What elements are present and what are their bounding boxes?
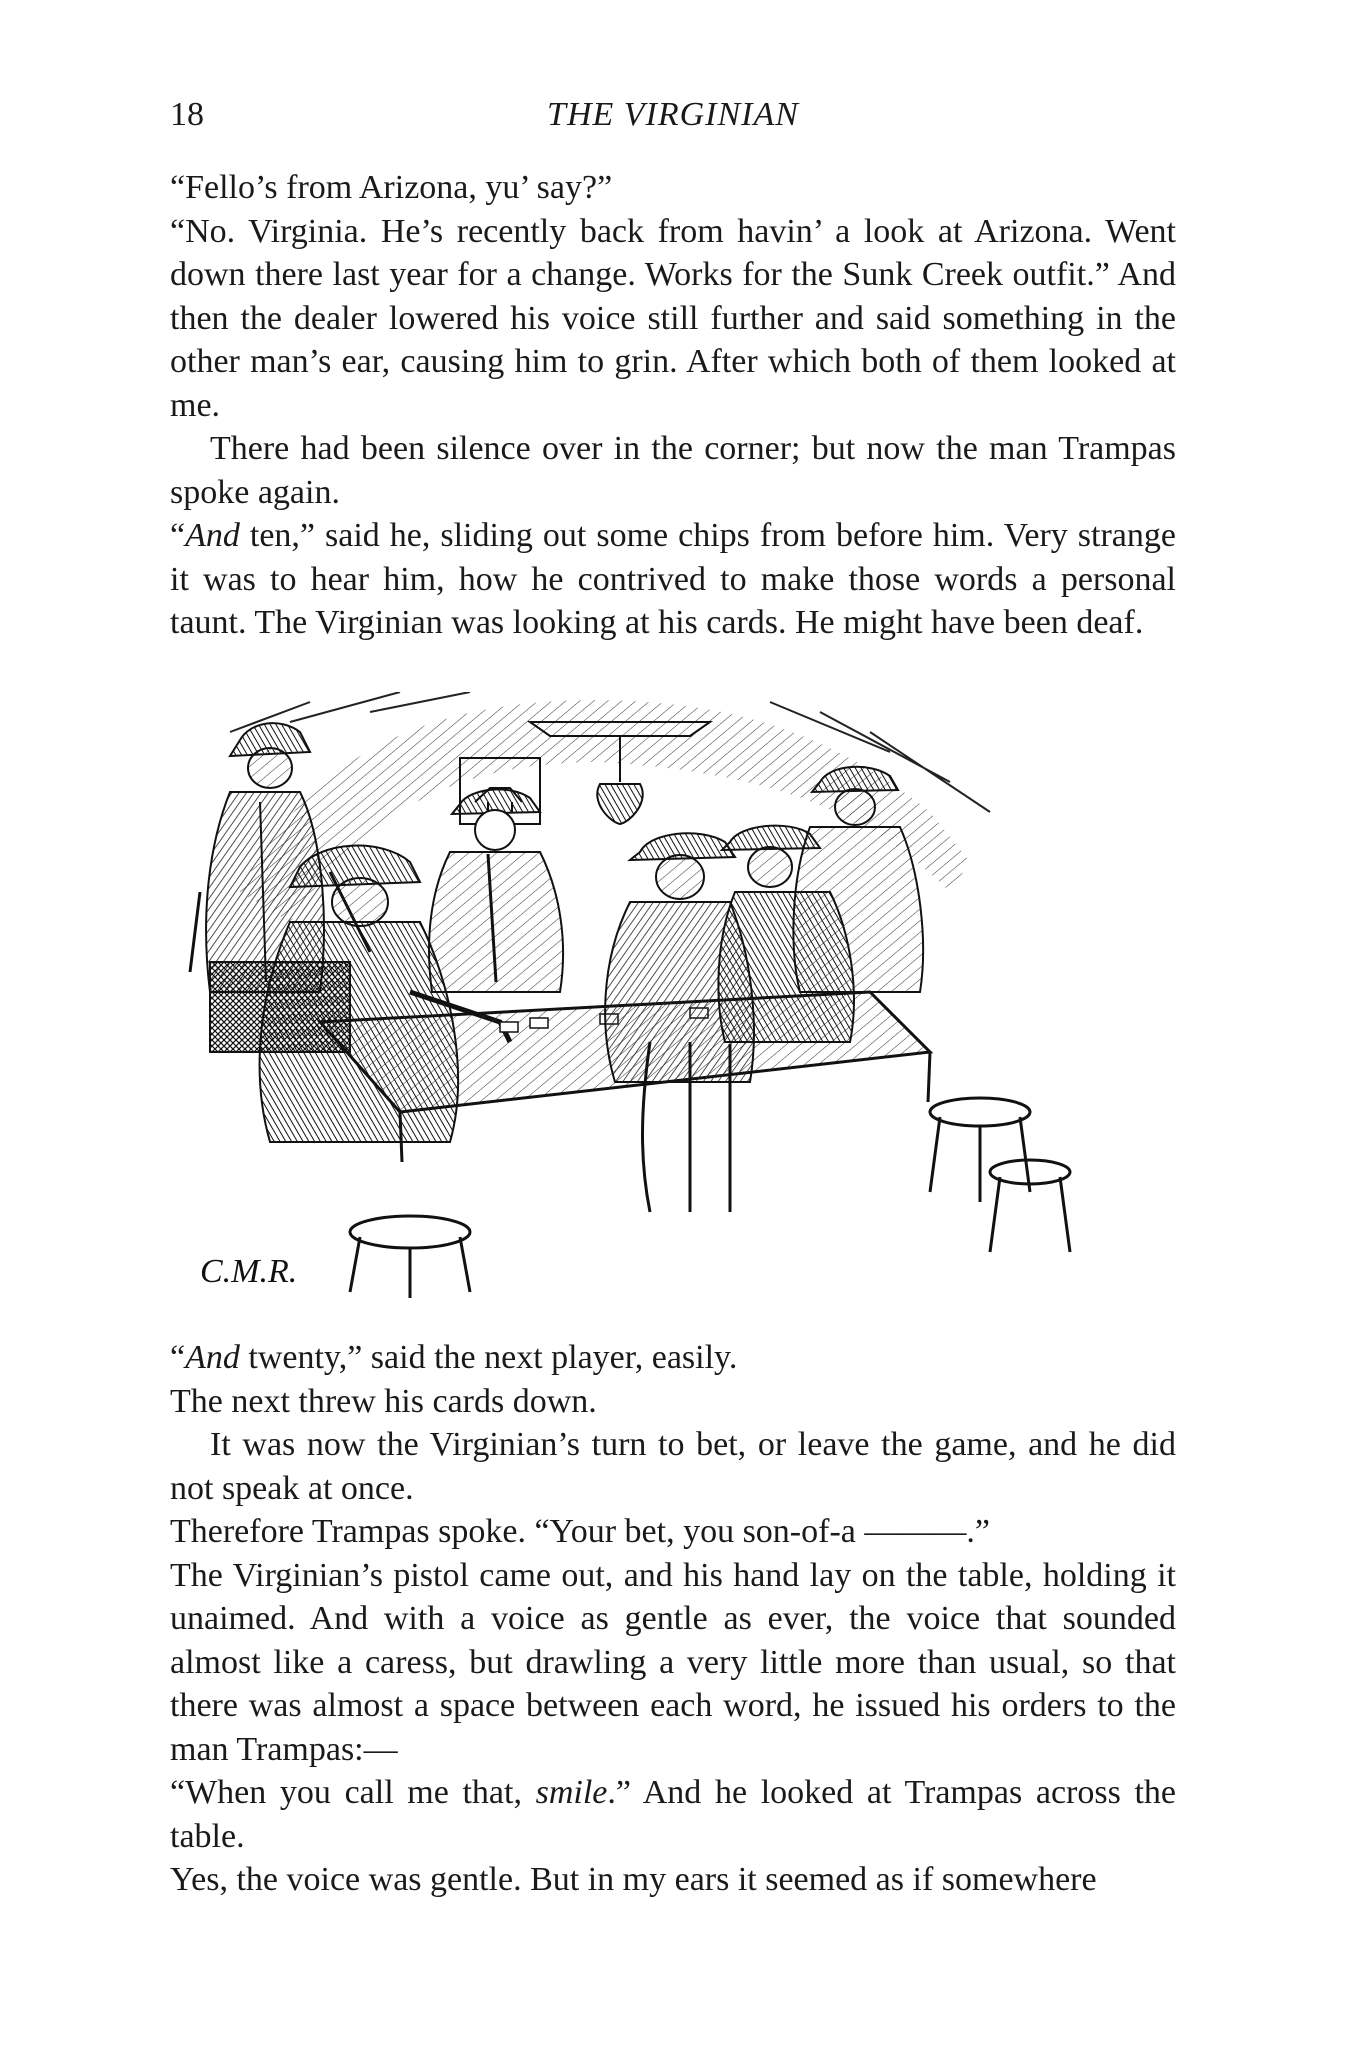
lamp-bulb [597, 784, 642, 824]
emphasis: And [185, 1339, 240, 1376]
text-run: “When you call me that, [170, 1774, 536, 1811]
emphasis: smile [535, 1774, 608, 1811]
body-text-bottom [170, 1336, 1176, 1902]
running-title: THE VIRGINIAN [547, 96, 799, 133]
dealer [429, 789, 563, 992]
saloon-illustration [170, 692, 1176, 1298]
quote-mark: “ [170, 1339, 186, 1376]
text-run: .” And he looked at Trampas across the table. [170, 1774, 1176, 1855]
paragraph [170, 1771, 1176, 1858]
page-number: 18 [170, 96, 204, 133]
text-run: ten,” said he, sliding out some chips from before him. Very strange it was to hear him, how he contrived to make those words a personal taunt. The Virginian was looking at his cards. He might have been deaf. [170, 517, 1176, 641]
text-run: twenty,” said the next player, easily. [239, 1339, 738, 1376]
body-text-top [170, 166, 1176, 645]
paragraph [170, 514, 1176, 645]
paragraph: There had been silence over in the corner; but now the man Trampas spoke again. [170, 430, 1176, 511]
paragraph: “Fello’s from Arizona, yu’ say?” [170, 169, 613, 206]
paragraph: It was now the Virginian’s turn to bet, or leave the game, and he did not speak at once. [170, 1426, 1176, 1507]
paragraph [170, 1336, 1176, 1380]
running-head [170, 92, 1176, 138]
paragraph: Therefore Trampas spoke. “Your bet, you son-of-a ———.” [170, 1513, 990, 1550]
artist-signature: C.M.R. [200, 1253, 298, 1290]
quote-mark: “ [170, 517, 186, 554]
paragraph: “No. Virginia. He’s recently back from havin’ a look at Arizona. Went down there last year for a change. Works for the Sunk Creek outfit.” And then the dealer lowered his voice still further and said something in the other man’s ear, causing him to grin. After which both of them looked at me. [170, 212, 1176, 424]
paragraph: The next threw his cards down. [170, 1382, 597, 1420]
paragraph: The Virginian’s pistol came out, and his hand lay on the table, holding it unaimed. And with a voice as gentle as ever, the voice that sounded almost like a caress, but drawling a very little more than usual, so that there was almost a space between each word, he issued his orders to the man Trampas:— [170, 1556, 1176, 1768]
illustration [170, 692, 1176, 1298]
paragraph: Yes, the voice was gentle. But in my ears it seemed as if somewhere [170, 1861, 1097, 1898]
emphasis: And [185, 517, 240, 554]
